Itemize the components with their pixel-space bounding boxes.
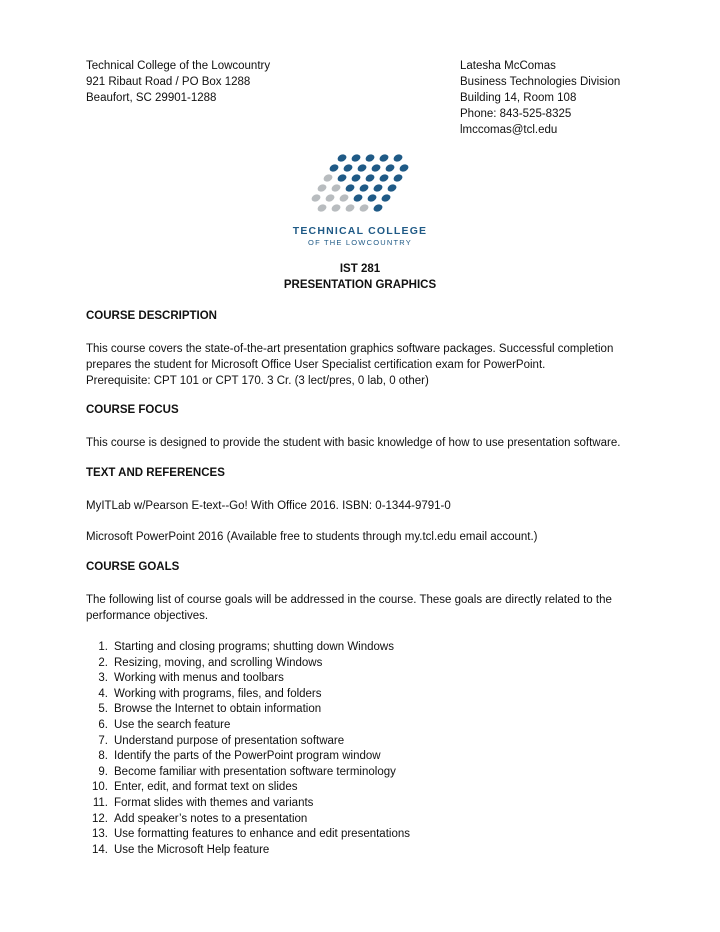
list-item: 12. Add speaker’s notes to a presentation: [92, 812, 308, 825]
instructor-email: lmccomas@tcl.edu: [460, 124, 558, 136]
logo-dot: [330, 183, 341, 193]
list-item: 10. Enter, edit, and format text on slides: [92, 781, 298, 794]
logo-dot: [378, 173, 389, 183]
text-references-heading: TEXT AND REFERENCES: [86, 467, 225, 479]
instructor-phone: Phone: 843-525-8325: [460, 108, 572, 120]
instructor-division: Business Technologies Division: [460, 76, 621, 88]
logo-dot: [310, 193, 321, 203]
logo-dot: [344, 183, 355, 193]
course-goals-heading: COURSE GOALS: [86, 561, 180, 573]
logo-dot: [372, 203, 383, 213]
list-item: 7. Understand purpose of presentation software: [98, 734, 345, 747]
list-item: 13. Use formatting features to enhance and edit presentations: [92, 828, 410, 841]
logo-dot: [336, 153, 347, 163]
list-item: 8. Identify the parts of the PowerPoint program window: [98, 750, 381, 763]
goals-intro-line-2: performance objectives.: [86, 610, 209, 622]
logo-text-line1: TECHNICAL COLLEGE: [292, 225, 428, 237]
logo-dot: [316, 183, 327, 193]
logo-dot: [316, 203, 327, 213]
description-prerequisite: Prerequisite: CPT 101 or CPT 170. 3 Cr. (3 lect/pres, 0 lab, 0 other): [86, 375, 429, 387]
course-description-heading: COURSE DESCRIPTION: [86, 310, 217, 322]
list-item: 9. Become familiar with presentation software terminology: [98, 765, 396, 778]
description-line-1: This course covers the state-of-the-art presentation graphics software packages. Successful completion: [86, 343, 614, 355]
logo-dot: [350, 173, 361, 183]
logo-dot: [342, 163, 353, 173]
logo-dot: [372, 183, 383, 193]
list-item: 1. Starting and closing programs; shutting down Windows: [98, 641, 394, 653]
course-focus-text: This course is designed to provide the student with basic knowledge of how to use presentation software.: [86, 437, 621, 449]
course-description-text: [86, 341, 646, 389]
logo-dot: [364, 153, 375, 163]
logo-dot: [378, 153, 389, 163]
instructor-contact: [460, 58, 620, 138]
college-name: Technical College of the Lowcountry: [86, 60, 271, 72]
instructor-name: Latesha McComas: [460, 60, 556, 72]
logo-dot: [384, 163, 395, 173]
logo-dot: [330, 203, 341, 213]
list-item: 3. Working with menus and toolbars: [98, 672, 284, 685]
college-address: [86, 58, 270, 106]
reference-software: Microsoft PowerPoint 2016 (Available free to students through my.tcl.edu email account.): [86, 531, 538, 543]
instructor-office: Building 14, Room 108: [460, 92, 577, 104]
logo-dot: [338, 193, 349, 203]
logo-dot: [398, 163, 409, 173]
course-title: PRESENTATION GRAPHICS: [283, 279, 437, 291]
logo-dot: [336, 173, 347, 183]
course-goals-list: [86, 640, 410, 858]
logo-dot: [358, 203, 369, 213]
list-item: 5. Browse the Internet to obtain information: [98, 703, 322, 716]
list-item: 14. Use the Microsoft Help feature: [92, 843, 270, 856]
list-item: 11. Format slides with themes and variants: [92, 796, 314, 809]
college-logo: [284, 150, 436, 250]
logo-dot: [328, 163, 339, 173]
reference-textbook: MyITLab w/Pearson E-text--Go! With Office 2016. ISBN: 0-1344-9791-0: [86, 500, 451, 512]
description-line-2: prepares the student for Microsoft Office User Specialist certification exam for PowerPoint.: [86, 359, 546, 371]
logo-dot: [370, 163, 381, 173]
course-code: IST 281: [339, 263, 381, 275]
list-item: 4. Working with programs, files, and folders: [98, 687, 322, 700]
logo-dot: [344, 203, 355, 213]
college-city: Beaufort, SC 29901-1288: [86, 92, 217, 104]
logo-dot: [364, 173, 375, 183]
logo-dot: [356, 163, 367, 173]
course-goals-intro: [86, 592, 646, 624]
goals-intro-line-1: The following list of course goals will be addressed in the course. These goals are directly related to the: [86, 594, 612, 606]
logo-dot: [392, 173, 403, 183]
logo-dot: [350, 153, 361, 163]
logo-dot: [380, 193, 391, 203]
logo-dots: [310, 153, 409, 213]
logo-dot: [352, 193, 363, 203]
list-item: 6. Use the search feature: [98, 718, 231, 731]
course-focus-heading: COURSE FOCUS: [86, 404, 179, 416]
logo-dot: [322, 173, 333, 183]
logo-dot: [386, 183, 397, 193]
logo-dot: [392, 153, 403, 163]
college-street: 921 Ribaut Road / PO Box 1288: [86, 76, 251, 88]
logo-dot: [358, 183, 369, 193]
logo-text-line2: OF THE LOWCOUNTRY: [308, 238, 412, 247]
logo-dot: [324, 193, 335, 203]
list-item: 2. Resizing, moving, and scrolling Windows: [98, 656, 323, 669]
logo-dot: [366, 193, 377, 203]
